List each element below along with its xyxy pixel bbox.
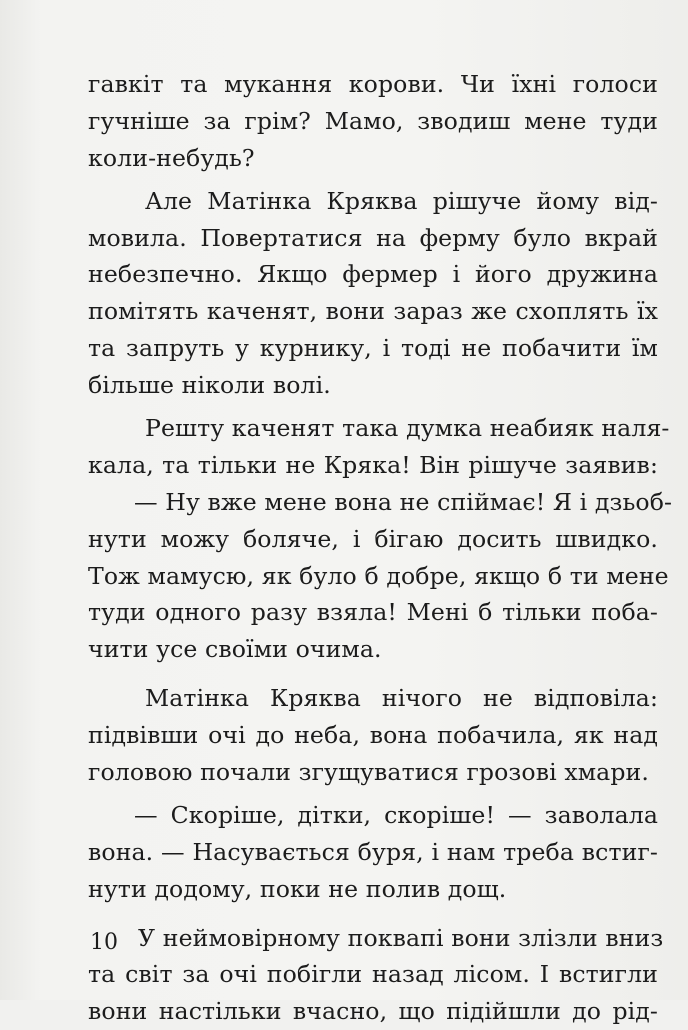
text-line: помітять каченят, вони зараз же схоплять їх [88,297,658,326]
text-line: та світ за очі побігли назад лісом. І встигли [88,960,658,989]
text-line: Решту каченят така думка неабияк наля- [145,414,670,443]
page-number: 10 [90,930,118,955]
page-text [88,66,673,1030]
text-line: мовила. Повертатися на ферму було вкрай [88,223,658,252]
text-line: вона. — Насувається буря, і нам треба встиг- [88,837,658,866]
text-line: Матінка Кряква нічого не відповіла: [145,684,658,713]
text-line: більше ніколи волі. [88,371,331,400]
text-line: Але Матінка Кряква рішуче йому від- [145,186,658,215]
text-line: туди одного разу взяла! Мені б тільки поба- [88,598,658,627]
text-line: коли-небудь? [88,143,255,172]
text-line: нути можу боляче, і бігаю досить швидко. [88,524,658,553]
text-line: небезпечно. Якщо фермер і його дружина [88,260,658,289]
text-line: кала, та тільки не Кряка! Він рішуче заявив: [88,450,658,479]
text-line: вони настільки вчасно, що підійшли до рід- [88,997,658,1026]
text-line: — Скоріше, дітки, скоріше! — заволала [134,800,658,829]
text-line: головою почали згущуватися грозові хмари. [88,758,649,787]
text-line: нути додому, поки не полив дощ. [88,874,507,903]
text-line: У неймовірному поквапі вони злізли вниз [138,923,664,952]
text-line: чити усе своїми очима. [88,635,382,664]
text-line: гучніше за грім? Мамо, зводиш мене туди [88,106,658,135]
text-line: Тож мамусю, як було б добре, якщо б ти мене [88,561,669,590]
text-line: гавкіт та мукання корови. Чи їхні голоси [88,70,658,98]
text-line: — Ну вже мене вона не спіймає! Я і дзьоб- [134,487,673,516]
text-line: підвівши очі до неба, вона побачила, як над [88,721,658,750]
text-line: та запруть у курнику, і тоді не побачити їм [88,334,658,363]
